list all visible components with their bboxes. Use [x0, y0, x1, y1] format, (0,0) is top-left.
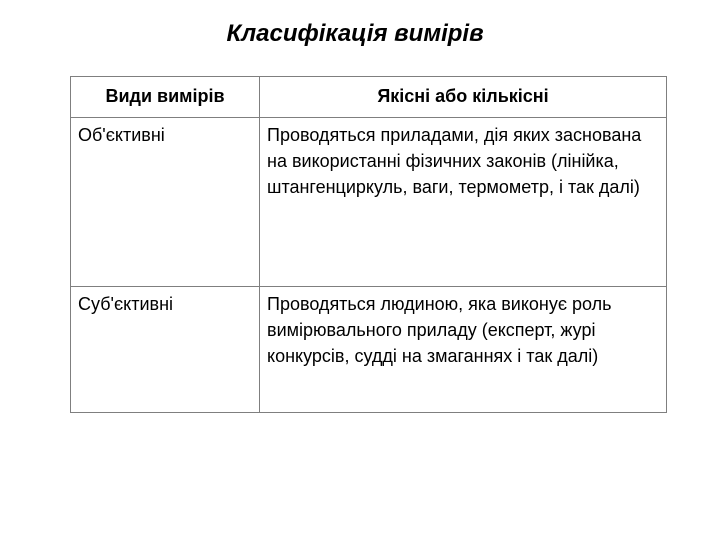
table-cell-description: Проводяться людиною, яка виконує роль вимірювального приладу (експерт, журі конкурсів, судді на змаганнях і так далі): [260, 287, 667, 413]
table-row: [71, 118, 667, 287]
measurement-classification-table: [70, 76, 667, 413]
table-cell-type: Суб'єктивні: [71, 287, 260, 413]
table-row: [71, 287, 667, 413]
column-header-qualitative-or-quantitative: Якісні або кількісні: [260, 77, 667, 118]
column-header-measurement-types: Види вимірів: [71, 77, 260, 118]
table-cell-type: Об'єктивні: [71, 118, 260, 287]
page-title: Класифікація вимірів: [226, 20, 484, 47]
table-header-row: [71, 77, 667, 118]
measurement-classification-table-container: [70, 76, 667, 413]
table-cell-description: Проводяться приладами, дія яких заснована на використанні фізичних законів (лінійка, штангенциркуль, ваги, термометр, і так далі): [260, 118, 667, 287]
